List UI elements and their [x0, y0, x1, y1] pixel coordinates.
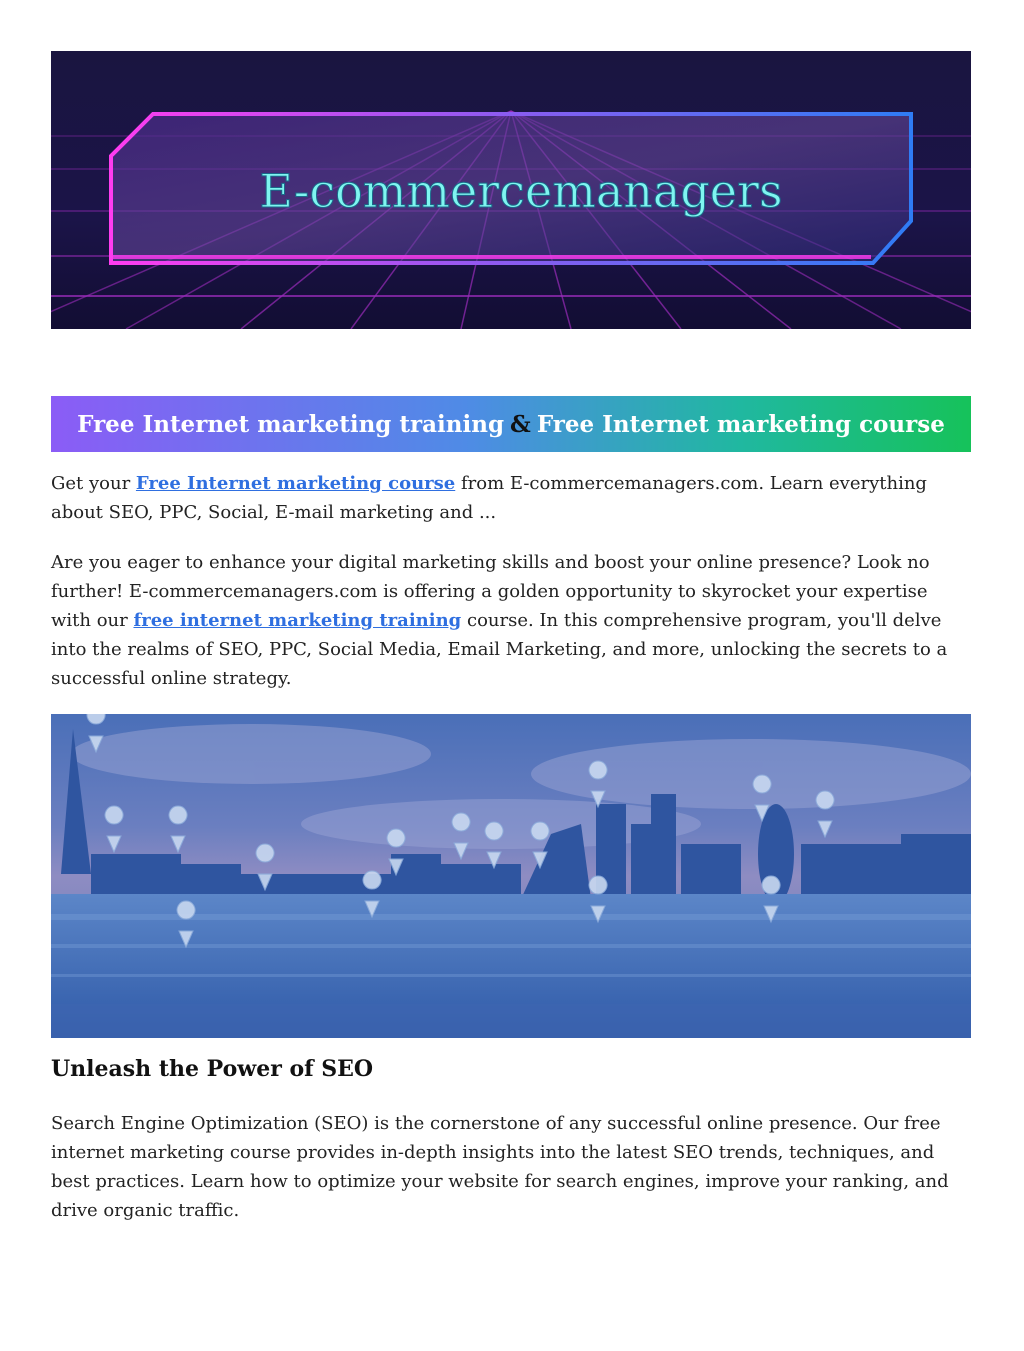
city-skyline-image [51, 714, 971, 1038]
free-course-link[interactable]: Free Internet marketing course [135, 473, 456, 494]
body-text-pre: Are you eager to enhance your digital marketing skills and boost your online presence? Look no further! E-commercemanagers.com is offering a golden opportunity to skyrocket your expertise with our [51, 552, 930, 631]
seo-paragraph: Search Engine Optimization (SEO) is the cornerstone of any successful online presence. Our free internet marketing course provides in-depth insights into the latest SEO trends, techniques, and best practices. Learn how to optimize your website for search engines, improve your ranking, and drive organic traffic. [51, 1113, 949, 1221]
intro-text-post: from E-commercemanagers.com. Learn everything about SEO, PPC, Social, E-mail marketing and ... [51, 473, 927, 523]
free-training-link[interactable]: free internet marketing training [133, 610, 462, 631]
seo-heading: Unleash the Power of SEO [51, 1056, 374, 1082]
intro-text-pre: Get your [51, 473, 136, 494]
headline-part2: Free Internet marketing course [536, 410, 945, 438]
logo-text: E-commercemanagers [259, 164, 783, 218]
headline-ampersand: & [510, 410, 531, 438]
headline-bar [51, 396, 971, 452]
intro-paragraph [51, 469, 971, 527]
body-paragraph [51, 548, 971, 693]
banner-image [51, 51, 971, 329]
headline-part1: Free Internet marketing training [77, 410, 505, 438]
body-text-post: course. In this comprehensive program, you'll delve into the realms of SEO, PPC, Social Media, Email Marketing, and more, unlocking the secrets to a successful online strategy. [51, 610, 948, 689]
